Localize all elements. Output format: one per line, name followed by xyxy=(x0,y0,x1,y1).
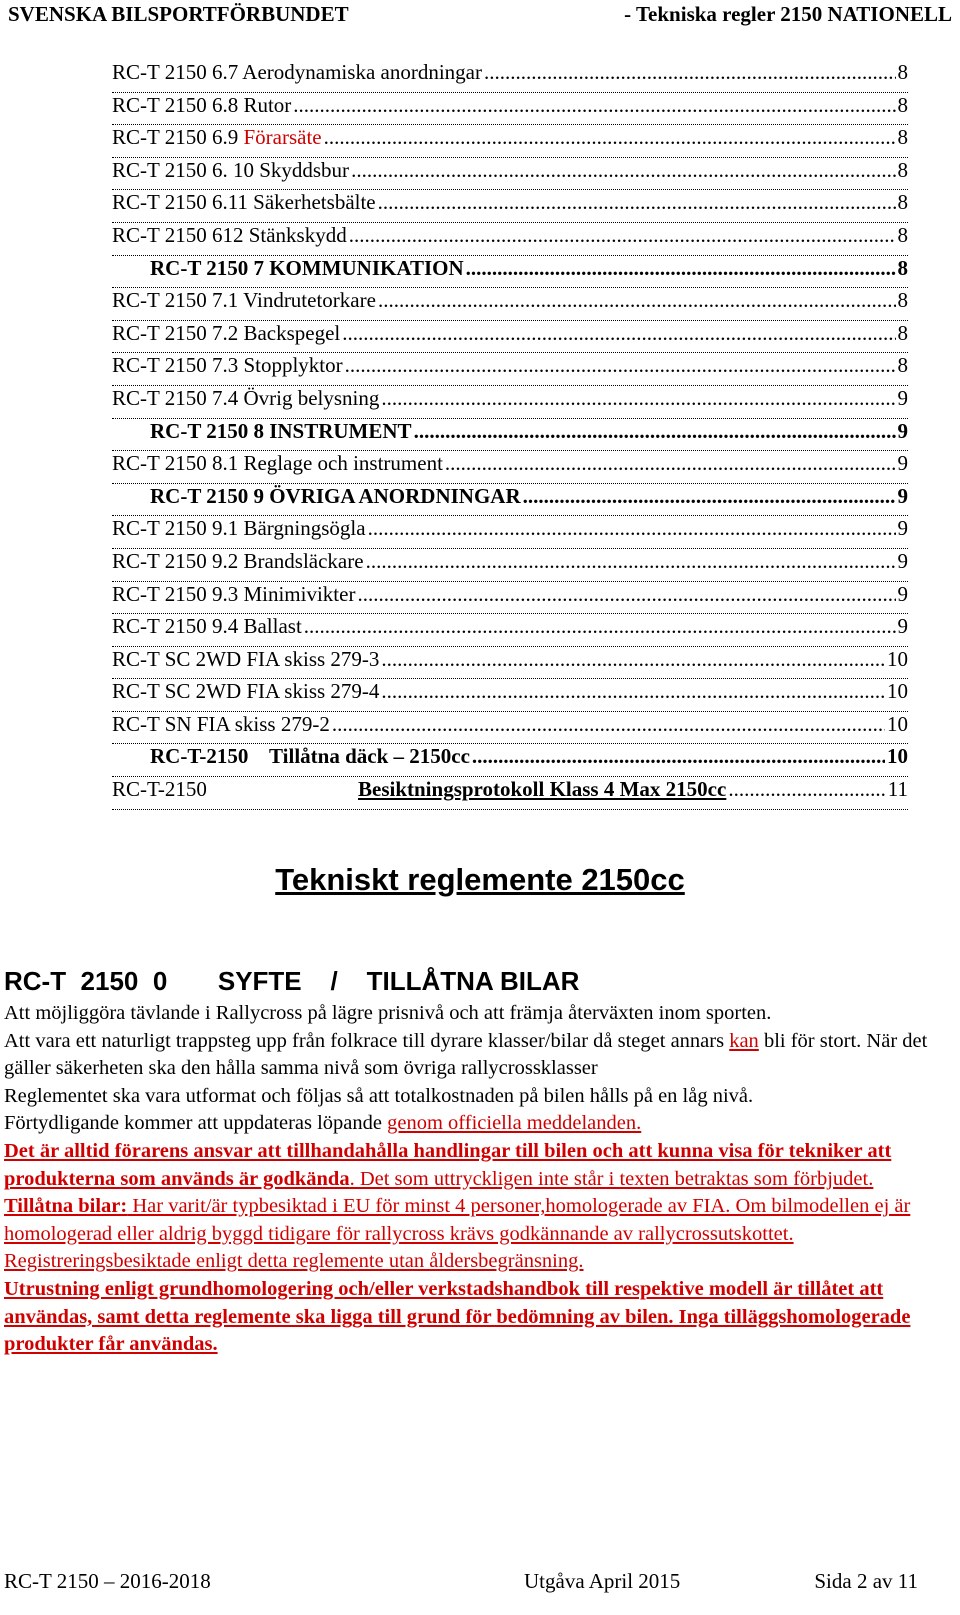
toc-leader-dots xyxy=(378,288,896,313)
toc-entry-page: 10 xyxy=(887,711,908,736)
toc-entry-label: RC-T 2150 9.1 Bärgningsögla xyxy=(112,516,366,541)
toc-leader-dots xyxy=(342,321,895,346)
toc-leader-dots xyxy=(523,484,896,509)
toc-leader-dots xyxy=(304,614,896,639)
toc-entry-page: 9 xyxy=(897,548,908,573)
toc-entry[interactable] xyxy=(112,451,908,484)
toc-entry-page: 9 xyxy=(897,385,908,410)
toc-entry-page: 9 xyxy=(897,483,908,508)
toc-entry[interactable] xyxy=(112,516,908,549)
toc-entry-label: RC-T 2150 7 KOMMUNIKATION xyxy=(150,255,464,280)
toc-entry-label: RC-T 2150 7.3 Stopplyktor xyxy=(112,353,343,378)
toc-leader-dots xyxy=(293,93,895,118)
toc-leader-dots xyxy=(345,353,896,378)
toc-entry[interactable] xyxy=(112,321,908,354)
toc-entry-label: RC-T 2150 8.1 Reglage och instrument xyxy=(112,451,443,476)
paragraph: Tillåtna bilar: Har varit/är typbesiktad i EU för minst 4 personer,homologerade av FIA. Om bilmodellen ej är homologerad eller aldrig byggd tidigare för rallycross krävs godkännande av rallycrossutskottet. xyxy=(4,1195,911,1245)
toc-entry-page: 10 xyxy=(887,679,908,704)
section-heading: RC-T 2150 0 SYFTE / TILLÅTNA BILAR xyxy=(4,966,580,996)
toc-entry-label: RC-T SC 2WD FIA skiss 279-3 xyxy=(112,646,380,671)
toc-entry[interactable] xyxy=(112,256,908,289)
toc-entry-label: Besiktningsprotokoll Klass 4 Max 2150cc xyxy=(358,777,727,802)
toc-entry[interactable] xyxy=(112,223,908,256)
toc-entry[interactable] xyxy=(112,484,908,517)
toc-entry[interactable] xyxy=(112,158,908,191)
toc-entry-page: 9 xyxy=(897,581,908,606)
toc-entry-page: 8 xyxy=(897,255,908,280)
page-header xyxy=(0,0,960,30)
toc-entry-page: 9 xyxy=(897,451,908,476)
toc-leader-dots xyxy=(472,744,885,769)
toc-entry-page: 9 xyxy=(897,418,908,443)
toc-entry-label: RC-T 2150 9.4 Ballast xyxy=(112,614,302,639)
footer-page-number: Sida 2 av 11 xyxy=(814,1569,918,1593)
toc-entry-label: RC-T 2150 6.9 Förarsäte xyxy=(112,125,322,150)
toc-entry[interactable] xyxy=(112,614,908,647)
toc-entry-label: RC-T SC 2WD FIA skiss 279-4 xyxy=(112,679,380,704)
toc-entry-label: RC-T 2150 7.4 Övrig belysning xyxy=(112,385,380,410)
toc-entry-page: 10 xyxy=(887,646,908,671)
toc-entry[interactable] xyxy=(112,679,908,712)
toc-entry-label: RC-T SN FIA skiss 279-2 xyxy=(112,711,330,736)
toc-leader-dots xyxy=(381,647,885,672)
toc-leader-dots xyxy=(332,712,885,737)
toc-entry-page: 8 xyxy=(897,157,908,182)
toc-entry-page: 8 xyxy=(897,125,908,150)
page-title: Tekniskt reglemente 2150cc xyxy=(275,862,685,897)
toc-entry-label: RC-T 2150 7.1 Vindrutetorkare xyxy=(112,288,376,313)
toc-entry[interactable] xyxy=(112,60,908,93)
header-doc-title: - Tekniska regler 2150 NATIONELL xyxy=(624,2,952,26)
paragraph: Förtydligande kommer att uppdateras löpande genom officiella meddelanden. xyxy=(4,1112,642,1135)
toc-entry[interactable] xyxy=(112,353,908,386)
paragraph: Reglementet ska vara utformat och följas så att totalkostnaden på bilen hålls på en låg nivå. xyxy=(4,1084,754,1107)
toc-entry-page: 8 xyxy=(897,60,908,84)
toc-entry-label: RC-T 2150 9.2 Brandsläckare xyxy=(112,548,364,573)
toc-entry-page: 8 xyxy=(897,288,908,313)
toc-entry[interactable] xyxy=(112,93,908,126)
paragraph: Utrustning enligt grundhomologering och/eller verkstadshandbok till respektive modell är tillåtet att användas, samt detta reglemente ska ligga till grund för bedömning av bilen. Inga tilläggshomologerade produkter får användas. xyxy=(4,1277,911,1356)
toc-entry-label: RC-T 2150 6.8 Rutor xyxy=(112,92,292,117)
toc-entry-label: RC-T 2150 9 ÖVRIGA ANORDNINGAR xyxy=(150,483,521,508)
toc-entry-label: RC-T 2150 612 Stänkskydd xyxy=(112,222,347,247)
toc-entry-page: 9 xyxy=(897,614,908,639)
toc-entry-page: 8 xyxy=(897,320,908,345)
toc-leader-dots xyxy=(349,223,896,248)
toc-entry[interactable] xyxy=(112,190,908,223)
toc-leader-dots xyxy=(366,549,896,574)
toc-leader-dots xyxy=(466,256,896,281)
toc-entry[interactable] xyxy=(112,647,908,680)
body-text xyxy=(4,1000,934,1359)
toc-entry-label: RC-T 2150 9.3 Minimivikter xyxy=(112,581,356,606)
toc-entry-label: RC-T 2150 6. 10 Skyddsbur xyxy=(112,157,350,182)
toc-entry-page: 11 xyxy=(887,777,908,802)
toc-entry[interactable] xyxy=(112,777,908,810)
toc-entry[interactable] xyxy=(112,419,908,452)
table-of-contents xyxy=(112,60,908,810)
toc-entry[interactable] xyxy=(112,712,908,745)
toc-entry[interactable] xyxy=(112,125,908,158)
toc-leader-dots xyxy=(414,419,896,444)
toc-leader-dots xyxy=(484,60,896,85)
toc-entry-page: 10 xyxy=(887,744,908,769)
toc-leader-dots xyxy=(324,125,896,150)
paragraph: Att möjliggöra tävlande i Rallycross på lägre prisnivå och att främja återväxten inom sporten. xyxy=(4,1002,772,1024)
toc-leader-dots xyxy=(368,516,896,541)
toc-entry[interactable] xyxy=(112,288,908,321)
toc-entry-code: RC-T-2150 xyxy=(112,777,207,802)
toc-leader-dots xyxy=(445,451,896,476)
toc-leader-dots xyxy=(381,386,895,411)
toc-entry-label: RC-T 2150 8 INSTRUMENT xyxy=(150,418,412,443)
toc-leader-dots xyxy=(381,679,885,704)
toc-leader-dots xyxy=(357,582,895,607)
toc-entry-label: RC-T 2150 6.11 Säkerhetsbälte xyxy=(112,190,376,215)
toc-entry-page: 8 xyxy=(897,190,908,215)
toc-entry[interactable] xyxy=(112,386,908,419)
toc-entry-page: 8 xyxy=(897,222,908,247)
toc-entry[interactable] xyxy=(112,549,908,582)
toc-entry[interactable] xyxy=(112,744,908,777)
toc-entry-label: RC-T 2150 6.7 Aerodynamiska anordningar xyxy=(112,60,482,84)
toc-entry-label: RC-T-2150 Tillåtna däck – 2150cc xyxy=(150,744,470,769)
footer-edition: Utgåva April 2015 xyxy=(524,1569,681,1593)
toc-leader-dots xyxy=(378,190,896,215)
toc-entry-page: 8 xyxy=(897,92,908,117)
toc-entry[interactable] xyxy=(112,582,908,615)
paragraph: Registreringsbesiktade enligt detta reglemente utan åldersbegränsning. xyxy=(4,1250,584,1273)
footer-doc-id: RC-T 2150 – 2016-2018 xyxy=(4,1569,211,1593)
toc-entry-page: 8 xyxy=(897,353,908,378)
toc-entry-label: RC-T 2150 7.2 Backspegel xyxy=(112,320,341,345)
toc-leader-dots xyxy=(728,777,885,802)
toc-leader-dots xyxy=(351,158,895,183)
header-org: SVENSKA BILSPORTFÖRBUNDET xyxy=(8,2,349,26)
paragraph: Att vara ett naturligt trappsteg upp från folkrace till dyrare klasser/bilar då steget annars kan bli för stort. När det gäller säkerheten ska den hålla samma nivå som övriga rallycrossklasser xyxy=(4,1029,928,1080)
toc-entry-page: 9 xyxy=(897,516,908,541)
paragraph: Det är alltid förarens ansvar att tillhandahålla handlingar till bilen och att kunna visa för tekniker att produkterna som används är godkända. Det som uttryckligen inte står i texten betraktas som förbjudet. xyxy=(4,1139,892,1190)
